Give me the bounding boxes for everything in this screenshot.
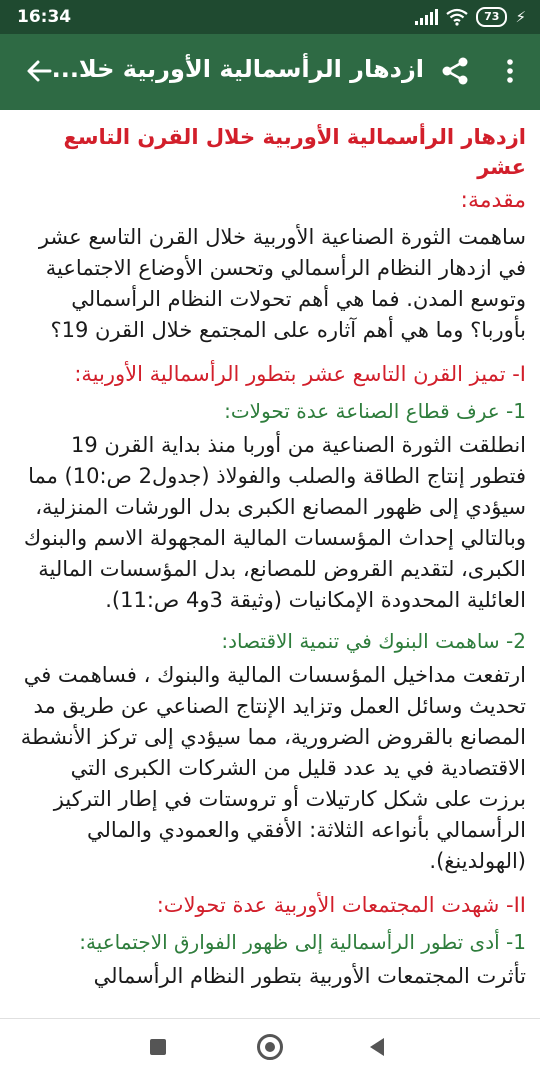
wifi-icon [446,8,468,26]
intro-heading: مقدمة: [460,188,526,213]
sub-heading-1: 1- عرف قطاع الصناعة عدة تحولات: [224,399,526,423]
share-icon[interactable] [436,51,476,91]
section-heading-1: I- تميز القرن التاسع عشر بتطور الرأسمالية الأوربية: [74,362,526,386]
nav-back-icon[interactable] [370,1038,384,1056]
article-title: ازدهار الرأسمالية الأوربية خلال القرن التاسع عشر [63,125,526,179]
battery-icon: 73 [476,7,507,27]
status-icons [415,7,526,27]
recents-icon[interactable] [150,1039,166,1055]
article-content[interactable] [18,118,526,1018]
signal-icon [415,9,438,25]
charging-bolt-icon: ⚡ [515,8,526,26]
system-nav-bar [0,1019,540,1080]
home-icon[interactable] [257,1034,283,1060]
sub-heading-3: 1- أدى تطور الرأسمالية إلى ظهور الفوارق الاجتماعية: [79,930,526,954]
app-bar [0,34,540,110]
status-time: 16:34 [17,7,72,27]
section-heading-2: II- شهدت المجتمعات الأوربية عدة تحولات: [156,893,526,917]
paragraph-2: ارتفعت مداخيل المؤسسات المالية والبنوك ، فساهمت في تحديث وسائل العمل وتزايد الإنتاج الصناعي عن طريق مد المصانع بالقروض الضرورية، مما سيؤدي إلى تركز الأنشطة الاقتصادية في يد عدد قليل من الشركات الكبرى التي برزت على شكل كارتيلات أو تروستات في إطار التركيز الرأسمالي بأنواعه الثلاثة: الأفقي والعمودي والمالي (الهولدينغ). [20,663,526,873]
intro-paragraph: ساهمت الثورة الصناعية الأوربية خلال القرن التاسع عشر في ازدهار النظام الرأسمالي وتحسن الأوضاع الاجتماعية وتوسع المدن. فما هي أهم تحولات النظام الرأسمالي بأوربا؟ وما هي أهم آثاره على المجتمع خلال القرن 19؟ [38,225,526,342]
sub-heading-2: 2- ساهمت البنوك في تنمية الاقتصاد: [221,629,526,653]
more-vert-icon[interactable] [490,51,530,91]
app-bar-title: ازدهار الرأسمالية الأوربية خلا... [51,55,424,83]
paragraph-3-partial: تأثرت المجتمعات الأوربية بتطور النظام الرأسمالي [93,964,526,988]
paragraph-1: انطلقت الثورة الصناعية من أوربا منذ بداية القرن 19 فتطور إنتاج الطاقة والصلب والفولاذ (جدول2 ص:10) مما سيؤدي إلى ظهور المصانع الكبرى بدل الورشات المنزلية، وبالتالي إحداث المؤسسات المالية المجهولة الاسم والبنوك الكبرى، لتقديم القروض للمصانع، بدل المؤسسات المالية العائلية المحدودة الإمكانيات (وثيقة 3و4 ص:11). [23,433,526,612]
status-bar [0,0,540,34]
